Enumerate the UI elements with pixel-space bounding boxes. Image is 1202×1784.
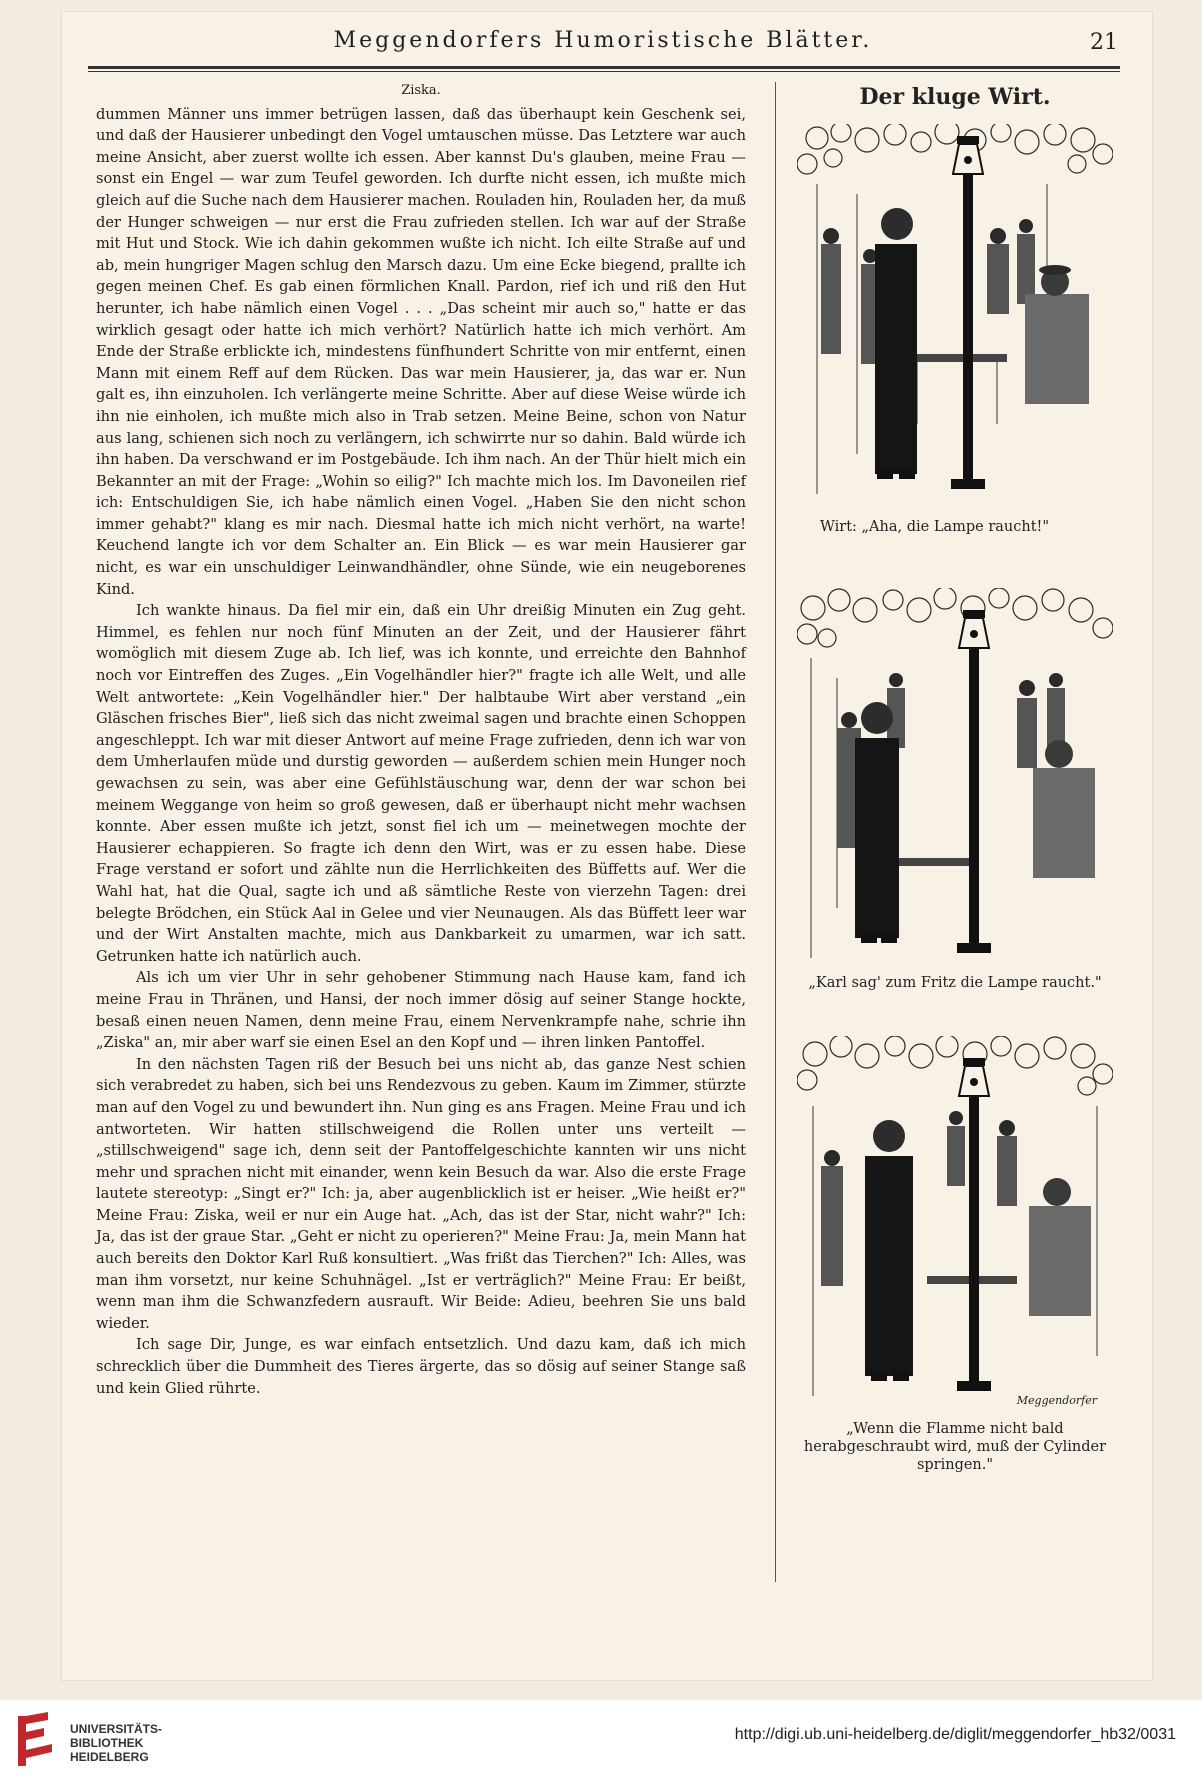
page-number: 21 [1090,30,1118,55]
cartoon-panel-1 [797,124,1113,508]
article-column [96,80,746,1399]
article-signature: Ziska. [401,83,441,98]
cartoon-illustration-2 [797,588,1113,966]
university-library-logo-icon [14,1710,60,1772]
cartoon-column [792,82,1118,1474]
cartoon-panel-3 [797,1036,1113,1412]
article-paragraph: dummen Männer uns immer betrügen lassen, daß das überhaupt kein Geschenk sei, und daß der Hausierer unbedingt den Vogel umtauschen müsse. Das Letztere war auch meine Ansicht, aber zuerst wollte ich essen. Aber kannst Du's glauben, meine Frau — sonst ein Engel — war zum Teufel geworden. Ich durfte nicht essen, ich mußte mich gleich auf die Suche nach dem Hausierer machen. Rouladen hin, Rouladen her, da muß der Hunger schweigen — nur erst die Frau zufrieden stellen. Ich war auf der Straße mit Hut und Stock. Wie ich dahin gekommen wußte ich nicht. Ich eilte Straße auf und ab, mein hungriger Magen schlug den Marsch dazu. Um eine Ecke biegend, prallte ich gegen meinen Chef. Es gab einen förmlichen Knall. Pardon, rief ich und riß den Hut herunter, ich habe nämlich einen Vogel . . . „Das scheint mir auch so," hatte er das wirklich gesagt oder hatte ich mich verhört? Natürlich hatte ich mich verhört. Am Ende der Straße erblickte ich, mindestens fünfhundert Schritte von mir entfernt, einen Mann mit einem Reff auf dem Rücken. Das war mein Hausierer, ja, das war er. Nun galt es, ihn einzuholen. Ich verlängerte meine Schritte. Aber auf diese Weise würde ich ihn nie einholen, ich mußte mich also in Trab setzen. Meine Beine, schon von Natur aus lang, schienen sich noch zu verlängern, ich schwirrte nur so dahin. Bald würde ich ihn haben. Da verschwand er im Postgebäude. Ich ihm nach. An der Thür hielt mich ein Bekannter an mit der Frage: „Wohin so eilig?" Ich machte mich los. Im Davoneilen rief ich: Entschuldigen Sie, ich habe nämlich einen Vogel. „Haben Sie den nicht schon immer gehabt?" klang es mir nach. Diesmal hatte ich mich nicht verhört, na warte! Keuchend langte ich vor dem Schalter an. Ein Blick — es war mein Hausierer gar nicht, es war ein unschuldiger Leinwandhändler, ohne Sünde, wie ein neugeborenes Kind. [96,105,746,598]
journal-title: Meggendorfers Humoristische Blätter. [333,28,873,53]
cartoon-panel-2 [797,588,1113,966]
source-url-link[interactable]: http://digi.ub.uni-heidelberg.de/diglit/meggendorfer_hb32/0031 [734,1726,1176,1743]
artist-signature: Meggendorfer [1016,1394,1097,1407]
header-rule [88,66,1120,69]
institution-line: BIBLIOTHEK [70,1736,144,1750]
cartoon-caption-1: Wirt: „Aha, die Lampe raucht!" [820,519,1050,535]
institution-name [70,1722,162,1764]
cartoon-illustration-3 [797,1036,1113,1412]
cartoon-caption-2: „Karl sag' zum Fritz die Lampe raucht." [808,975,1102,991]
page-header [88,26,1118,64]
article-paragraph: Ich sage Dir, Junge, es war einfach entsetzlich. Und dazu kam, daß ich mich schrecklich über die Dummheit des Tieres ärgerte, das so dösig auf seiner Stange saß und kein Glied rührte. [96,1336,746,1397]
article-paragraph: Als ich um vier Uhr in sehr gehobener Stimmung nach Hause kam, fand ich meine Frau in Thränen, und Hansi, der noch immer dösig auf seiner Stange hockte, besaß einen neuen Namen, denn meine Frau, einem Nervenkrampfe nahe, schrie ihn „Ziska" an, mir aber warf sie einen Esel an den Kopf und — ihren linken Pantoffel. [96,969,746,1052]
article-paragraph: In den nächsten Tagen riß der Besuch bei uns nicht ab, das ganze Nest schien sich verabredet zu haben, sich bei uns Rendezvous zu geben. Kaum im Zimmer, stürzte man auf den Vogel zu und bewundert ihn. Nun ging es ans Fragen. Meine Frau und ich antworteten. Wir hatten stillschweigend die Rollen unter uns verteilt — „stillschweigend" sage ich, denn seit der Pantoffelgeschichte kannten wir uns nicht mehr und sprachen nicht mit einander, wenn kein Besuch da war. Also die erste Frage lautete stereotyp: „Singt er?" Ich: ja, aber augenblicklich ist er heiser. „Wie heißt er?" Meine Frau: Ziska, weil er nur ein Auge hat. „Ach, das ist der Star, nicht wahr?" Ich: Ja, das ist der graue Star. „Geht er nicht zu operieren?" Meine Frau: Ja, mein Mann hat auch bereits den Doktor Karl Ruß konsultiert. „Was frißt das Tierchen?" Ich: Alles, was man ihm vorsetzt, nur keine Schuhnägel. „Ist er verträglich?" Meine Frau: Er beißt, wenn man ihm die Schwanzfedern ausrauft. Wir Beide: Adieu, beehren Sie uns bald wieder. [96,1055,746,1332]
cartoon-title: Der kluge Wirt. [859,84,1051,110]
article-paragraph: Ich wankte hinaus. Da fiel mir ein, daß ein Uhr dreißig Minuten ein Zug geht. Himmel, es fehlen nur noch fünf Minuten an der Zeit, und der Hausierer fährt womöglich mit diesem Zuge ab. Ich lief, was ich konnte, und erreichte den Bahnhof noch vor Eintreffen des Zuges. „Ein Vogelhändler hier?" fragte ich alle Welt, und alle Welt antwortete: „Kein Vogelhändler hier." Der halbtaube Wirt aber verstand „ein Gläschen frisches Bier", ließ sich das nicht zweimal sagen und brachte einen Schoppen angeschleppt. Ich war mit dieser Antwort auf meine Frage zufrieden, denn ich war von dem Umherlaufen müde und durstig geworden — außerdem schien mein Hunger noch gewachsen zu sein, was aber eine Gefühlstäuschung war, denn der war schon bei meinem Weggange von heim so groß gewesen, daß er überhaupt nicht mehr wachsen konnte. Aber essen mußte ich jetzt, sonst fiel ich um — meinetwegen mochte der Hausierer echappieren. So fragte ich denn den Wirt, was er zu essen habe. Diese Frage verstand er sofort und zählte nun die Herrlichkeiten des Büffetts auf. Wer die Wahl hat, hat die Qual, sagte ich und aß sämtliche Reste von vierzehn Tagen: drei belegte Brödchen, ein Stück Aal in Gelee und vier Neunaugen. Als das Büffett leer war und der Wirt Anstalten machte, mich aus Dankbarkeit zu umarmen, war ich satt. Getrunken hatte ich natürlich auch. [96,602,746,965]
cartoon-caption-3: „Wenn die Flamme nicht bald herabgeschraubt wird, muß der Cylinder springen." [803,1421,1107,1473]
cartoon-illustration-1 [797,124,1113,508]
header-rule-thin [88,71,1120,72]
institution-line: UNIVERSITÄTS- [70,1722,163,1736]
column-divider [775,82,776,1582]
library-footer [0,1700,1202,1784]
institution-line: HEIDELBERG [70,1750,149,1764]
